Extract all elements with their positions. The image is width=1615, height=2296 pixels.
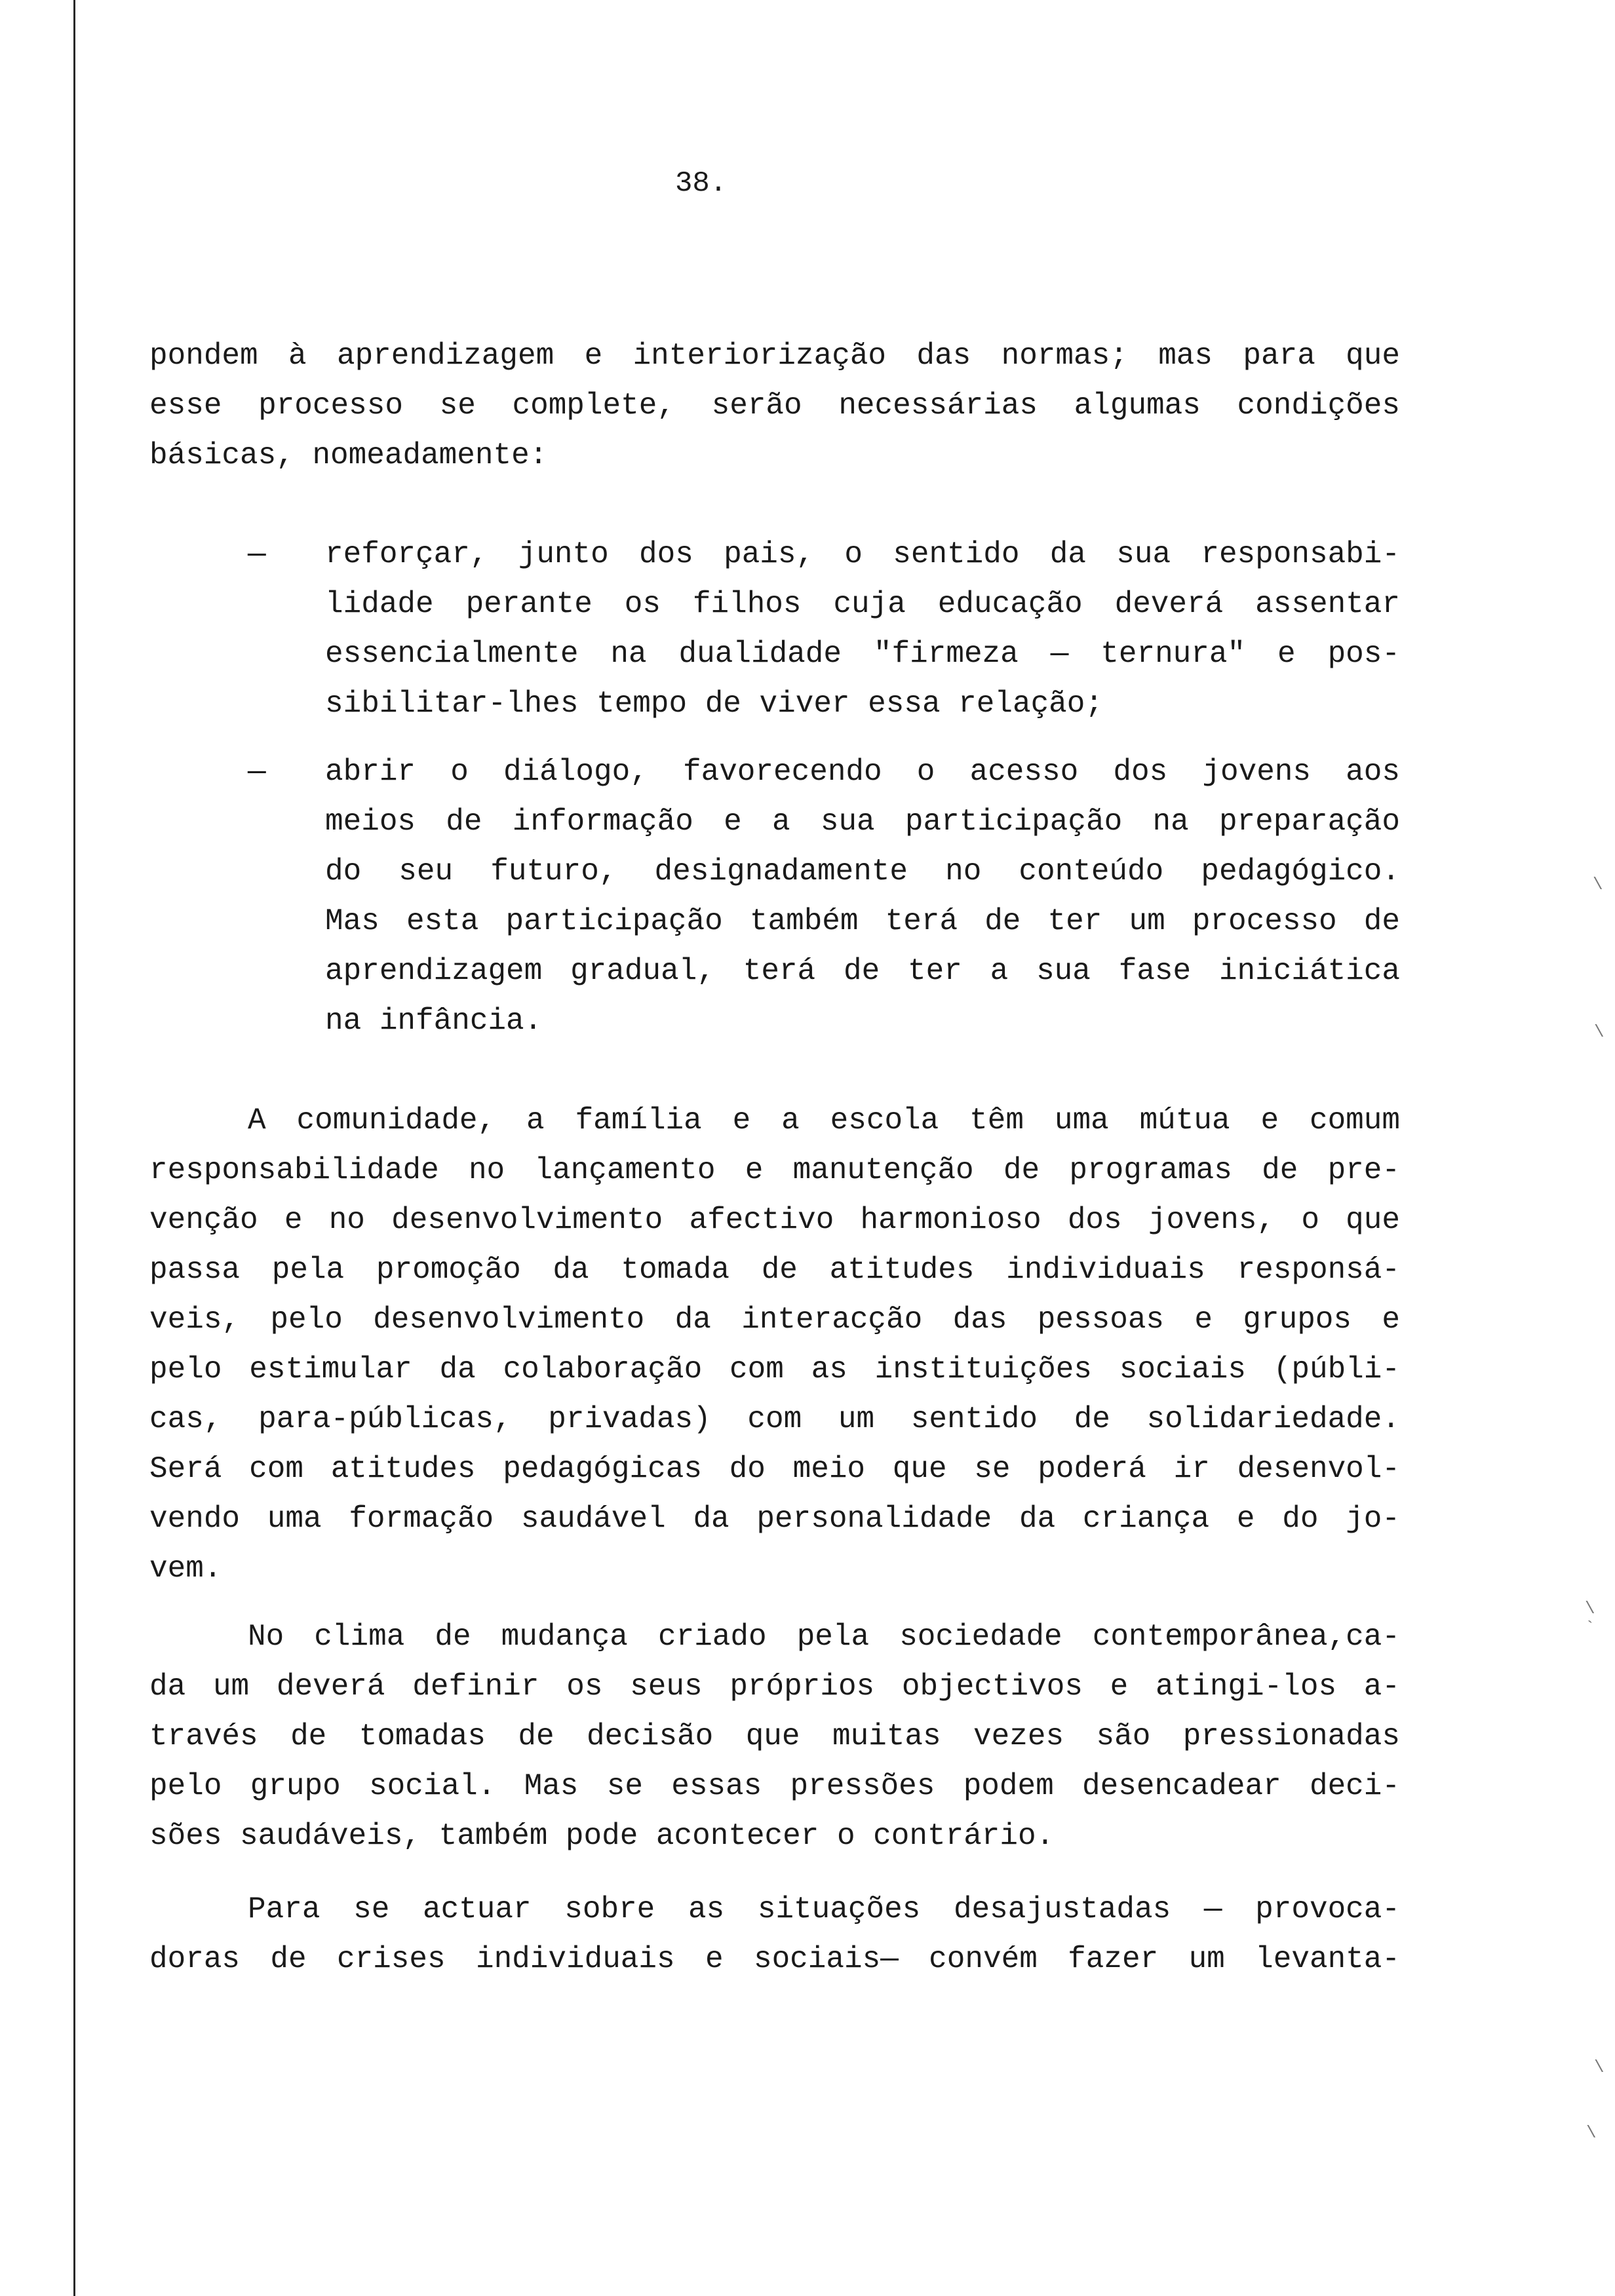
text-line: lidade perante os filhos cuja educação deverá assentar	[325, 587, 1400, 621]
text-line: responsabilidade no lançamento e manutenção de programas de pre-	[149, 1153, 1400, 1187]
scan-mark: \	[1585, 1599, 1595, 1618]
scan-mark: \	[1594, 2057, 1605, 2077]
body-paragraph	[149, 1612, 1400, 1861]
text-line: pelo estimular da colaboração com as instituições sociais (públi-	[149, 1352, 1400, 1387]
scan-mark: \	[1594, 1022, 1605, 1042]
text-line: esse processo se complete, serão necessárias algumas condições	[149, 389, 1400, 423]
text-line: essencialmente na dualidade "firmeza — ternura" e pos-	[325, 637, 1400, 671]
page-edge-line	[73, 0, 75, 2296]
text-line: través de tomadas de decisão que muitas vezes são pressionadas	[149, 1719, 1400, 1753]
text-line: na infância.	[325, 1004, 543, 1038]
text-line: sibilitar-lhes tempo de viver essa relação;	[325, 687, 1103, 721]
text-line: No clima de mudança criado pela sociedade contemporânea,ca-	[248, 1620, 1400, 1654]
text-line: sões saudáveis, também pode acontecer o contrário.	[149, 1819, 1055, 1853]
bullet-dash: —	[248, 537, 266, 571]
scan-mark: `	[1585, 1618, 1595, 1638]
text-line: da um deverá definir os seus próprios objectivos e atingi-los a-	[149, 1670, 1400, 1704]
list-item-body	[325, 529, 1400, 729]
intro-paragraph	[149, 331, 1400, 480]
text-line: pelo grupo social. Mas se essas pressões podem desencadear deci-	[149, 1769, 1400, 1803]
text-line: vendo uma formação saudável da personalidade da criança e do jo-	[149, 1502, 1400, 1536]
page-number: 38.	[675, 167, 728, 200]
text-line: básicas, nomeadamente:	[149, 438, 548, 472]
text-line: aprendizagem gradual, terá de ter a sua fase iniciática	[325, 954, 1400, 988]
list-item-body	[325, 747, 1400, 1046]
text-line: Mas esta participação também terá de ter um processo de	[325, 904, 1400, 938]
scan-mark: \	[1593, 875, 1603, 894]
body-paragraph	[149, 1096, 1400, 1594]
text-line: Será com atitudes pedagógicas do meio que se poderá ir desenvol-	[149, 1452, 1400, 1486]
body-paragraph	[149, 1885, 1400, 1984]
text-line: abrir o diálogo, favorecendo o acesso dos jovens aos	[325, 755, 1400, 789]
text-line: pondem à aprendizagem e interiorização das normas; mas para que	[149, 339, 1400, 373]
text-line: Para se actuar sobre as situações desajustadas — provoca-	[248, 1892, 1400, 1926]
text-line: cas, para-públicas, privadas) com um sentido de solidariedade.	[149, 1402, 1400, 1436]
text-line: A comunidade, a família e a escola têm uma mútua e comum	[248, 1103, 1400, 1138]
scan-mark: \	[1586, 2123, 1597, 2143]
text-line: vem.	[149, 1552, 222, 1586]
text-line: reforçar, junto dos pais, o sentido da sua responsabi-	[325, 537, 1400, 571]
text-line: doras de crises individuais e sociais— convém fazer um levanta-	[149, 1942, 1400, 1976]
text-line: veis, pelo desenvolvimento da interacção das pessoas e grupos e	[149, 1303, 1400, 1337]
list-item	[149, 747, 1400, 1046]
text-line: meios de informação e a sua participação na preparação	[325, 805, 1400, 839]
bullet-dash: —	[248, 755, 266, 789]
text-line: passa pela promoção da tomada de atitudes individuais responsá-	[149, 1253, 1400, 1287]
text-line: venção e no desenvolvimento afectivo harmonioso dos jovens, o que	[149, 1203, 1400, 1237]
list-item	[149, 529, 1400, 729]
text-line: do seu futuro, designadamente no conteúdo pedagógico.	[325, 854, 1400, 889]
